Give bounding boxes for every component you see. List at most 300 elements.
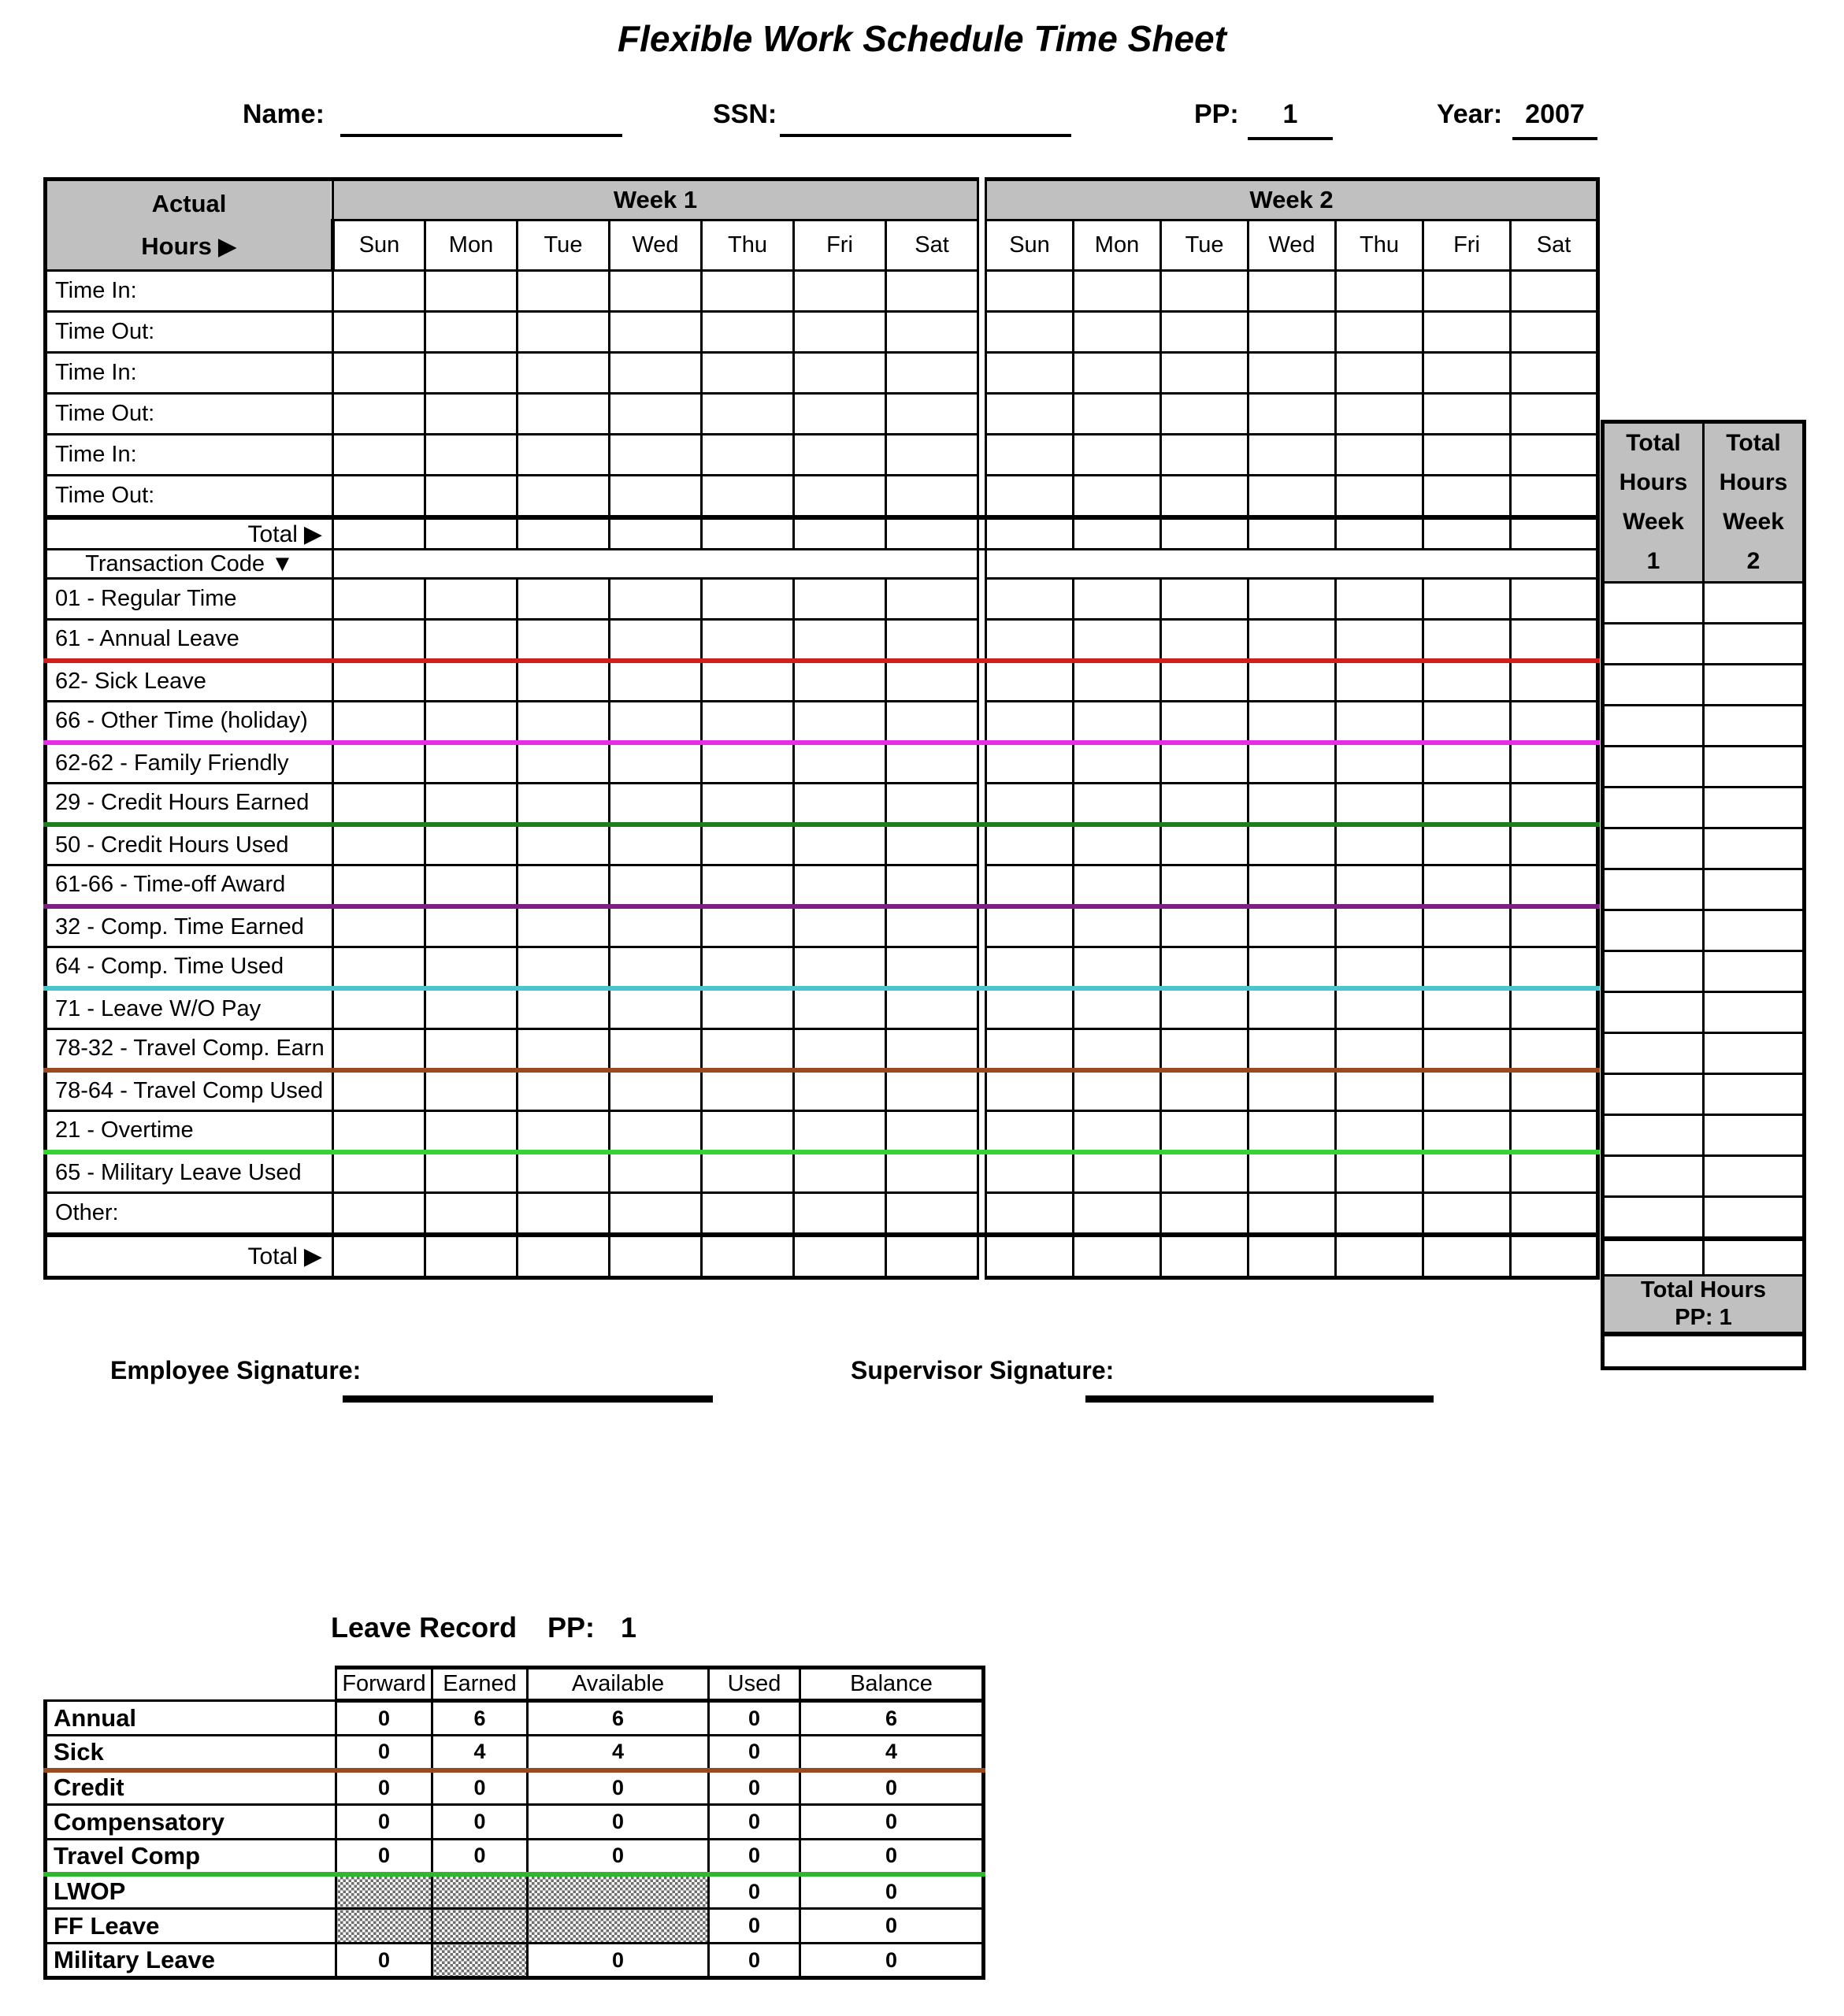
grid-cell[interactable] [986,435,1074,476]
grid-cell[interactable] [1161,1029,1249,1070]
grid-cell[interactable] [1511,1193,1598,1234]
grid-cell[interactable] [425,1193,518,1234]
grid-cell[interactable] [425,825,518,865]
grid-cell[interactable] [518,743,610,784]
grid-cell[interactable] [1074,476,1161,517]
grid-cell[interactable] [702,394,794,435]
grid-cell[interactable] [1511,906,1598,947]
grid-cell[interactable] [1423,1111,1511,1152]
grid-cell[interactable] [1511,743,1598,784]
grid-cell[interactable] [610,1193,702,1234]
grid-cell[interactable] [1423,1152,1511,1193]
grid-cell[interactable] [1511,661,1598,702]
grid-cell[interactable] [1249,661,1336,702]
grid-cell[interactable] [610,620,702,661]
grid-cell[interactable] [518,1070,610,1111]
grid-cell[interactable] [1074,825,1161,865]
grid-cell[interactable] [518,312,610,353]
grid-cell[interactable] [1161,988,1249,1029]
grid-cell[interactable] [610,1029,702,1070]
grid-cell[interactable] [1423,661,1511,702]
grid-cell[interactable] [1074,620,1161,661]
grid-cell[interactable] [1074,947,1161,988]
grid-cell[interactable] [702,1111,794,1152]
grid-cell[interactable] [986,784,1074,825]
grid-cell[interactable] [518,825,610,865]
grid-cell[interactable] [518,1152,610,1193]
grid-cell[interactable] [1423,271,1511,312]
grid-cell[interactable] [1336,579,1423,620]
grid-cell[interactable] [1161,1193,1249,1234]
grid-cell[interactable] [1423,394,1511,435]
grid-cell[interactable] [333,1193,425,1234]
grid-cell[interactable] [333,1070,425,1111]
grid-cell[interactable] [702,579,794,620]
grid-cell[interactable] [1511,476,1598,517]
grid-cell[interactable] [518,476,610,517]
grid-cell[interactable] [1336,1111,1423,1152]
grid-cell[interactable] [425,579,518,620]
grid-cell[interactable] [518,702,610,743]
grid-cell[interactable] [1074,1152,1161,1193]
grid-cell[interactable] [1511,1111,1598,1152]
grid-cell[interactable] [1423,906,1511,947]
grid-cell[interactable] [886,784,978,825]
pp-field-line[interactable] [1248,137,1333,140]
grid-cell[interactable] [1161,1152,1249,1193]
grid-cell[interactable] [1423,947,1511,988]
grid-cell[interactable] [1074,271,1161,312]
grid-cell[interactable] [1249,1029,1336,1070]
grid-cell[interactable] [794,1111,886,1152]
grid-cell[interactable] [1161,906,1249,947]
grid-cell[interactable] [986,1070,1074,1111]
grid-cell[interactable] [886,865,978,906]
grid-cell[interactable] [1249,435,1336,476]
grid-cell[interactable] [986,906,1074,947]
grid-cell[interactable] [986,312,1074,353]
grid-cell[interactable] [1336,825,1423,865]
year-field-line[interactable] [1512,137,1597,140]
grid-cell[interactable] [794,988,886,1029]
grid-cell[interactable] [1249,947,1336,988]
grid-cell[interactable] [425,784,518,825]
grid-cell[interactable] [1336,661,1423,702]
grid-cell[interactable] [1161,825,1249,865]
grid-cell[interactable] [886,743,978,784]
grid-cell[interactable] [1336,435,1423,476]
grid-cell[interactable] [794,476,886,517]
grid-cell[interactable] [702,784,794,825]
grid-cell[interactable] [1511,988,1598,1029]
grid-cell[interactable] [1423,743,1511,784]
grid-cell[interactable] [986,743,1074,784]
grid-cell[interactable] [1423,1029,1511,1070]
grid-cell[interactable] [886,476,978,517]
grid-cell[interactable] [1336,271,1423,312]
grid-cell[interactable] [1074,906,1161,947]
grid-cell[interactable] [886,825,978,865]
grid-cell[interactable] [610,312,702,353]
grid-cell[interactable] [425,661,518,702]
grid-cell[interactable] [1423,312,1511,353]
grid-cell[interactable] [1511,702,1598,743]
grid-cell[interactable] [1161,620,1249,661]
grid-cell[interactable] [1511,947,1598,988]
grid-cell[interactable] [702,1029,794,1070]
grid-cell[interactable] [794,661,886,702]
grid-cell[interactable] [1511,1152,1598,1193]
grid-cell[interactable] [333,353,425,394]
grid-cell[interactable] [425,1111,518,1152]
grid-cell[interactable] [1423,620,1511,661]
grid-cell[interactable] [610,825,702,865]
grid-cell[interactable] [702,271,794,312]
grid-cell[interactable] [333,906,425,947]
grid-cell[interactable] [425,947,518,988]
grid-cell[interactable] [333,988,425,1029]
grid-cell[interactable] [1336,353,1423,394]
grid-cell[interactable] [702,620,794,661]
grid-cell[interactable] [1336,476,1423,517]
grid-cell[interactable] [794,271,886,312]
grid-cell[interactable] [986,1029,1074,1070]
grid-cell[interactable] [702,865,794,906]
grid-cell[interactable] [610,394,702,435]
grid-cell[interactable] [333,476,425,517]
grid-cell[interactable] [518,394,610,435]
grid-cell[interactable] [518,353,610,394]
grid-cell[interactable] [986,271,1074,312]
grid-cell[interactable] [1336,988,1423,1029]
grid-cell[interactable] [886,353,978,394]
grid-cell[interactable] [1423,435,1511,476]
grid-cell[interactable] [1074,743,1161,784]
grid-cell[interactable] [518,784,610,825]
grid-cell[interactable] [610,661,702,702]
grid-cell[interactable] [1336,906,1423,947]
name-field-line[interactable] [340,134,622,137]
grid-cell[interactable] [986,394,1074,435]
grid-cell[interactable] [702,435,794,476]
grid-cell[interactable] [1511,394,1598,435]
grid-cell[interactable] [1249,906,1336,947]
grid-cell[interactable] [1249,1152,1336,1193]
grid-cell[interactable] [702,988,794,1029]
grid-cell[interactable] [610,271,702,312]
grid-cell[interactable] [1161,435,1249,476]
grid-cell[interactable] [702,1152,794,1193]
grid-cell[interactable] [610,1111,702,1152]
grid-cell[interactable] [1249,394,1336,435]
grid-cell[interactable] [886,1152,978,1193]
grid-cell[interactable] [333,702,425,743]
grid-cell[interactable] [794,702,886,743]
grid-cell[interactable] [1161,947,1249,988]
grid-cell[interactable] [1336,1152,1423,1193]
grid-cell[interactable] [1074,988,1161,1029]
grid-cell[interactable] [518,435,610,476]
grid-cell[interactable] [333,784,425,825]
grid-cell[interactable] [1423,865,1511,906]
grid-cell[interactable] [1336,1070,1423,1111]
grid-cell[interactable] [886,394,978,435]
grid-cell[interactable] [1249,988,1336,1029]
grid-cell[interactable] [518,947,610,988]
grid-cell[interactable] [518,1193,610,1234]
grid-cell[interactable] [1336,312,1423,353]
grid-cell[interactable] [702,947,794,988]
grid-cell[interactable] [1423,702,1511,743]
grid-cell[interactable] [886,1029,978,1070]
grid-cell[interactable] [610,906,702,947]
grid-cell[interactable] [886,1193,978,1234]
grid-cell[interactable] [1161,865,1249,906]
grid-cell[interactable] [333,394,425,435]
grid-cell[interactable] [1161,579,1249,620]
grid-cell[interactable] [1423,784,1511,825]
grid-cell[interactable] [518,988,610,1029]
grid-cell[interactable] [1336,1193,1423,1234]
grid-cell[interactable] [1074,1193,1161,1234]
grid-cell[interactable] [794,947,886,988]
grid-cell[interactable] [1511,825,1598,865]
grid-cell[interactable] [518,271,610,312]
grid-cell[interactable] [1249,579,1336,620]
grid-cell[interactable] [425,476,518,517]
grid-cell[interactable] [333,825,425,865]
grid-cell[interactable] [886,988,978,1029]
grid-cell[interactable] [1336,394,1423,435]
grid-cell[interactable] [425,1070,518,1111]
grid-cell[interactable] [610,947,702,988]
grid-cell[interactable] [702,353,794,394]
grid-cell[interactable] [1423,476,1511,517]
grid-cell[interactable] [610,784,702,825]
grid-cell[interactable] [794,743,886,784]
grid-cell[interactable] [702,661,794,702]
grid-cell[interactable] [333,947,425,988]
grid-cell[interactable] [794,394,886,435]
grid-cell[interactable] [986,476,1074,517]
grid-cell[interactable] [333,1111,425,1152]
grid-cell[interactable] [1511,784,1598,825]
grid-cell[interactable] [610,702,702,743]
grid-cell[interactable] [886,435,978,476]
grid-cell[interactable] [794,579,886,620]
grid-cell[interactable] [1161,476,1249,517]
grid-cell[interactable] [1249,784,1336,825]
grid-cell[interactable] [425,865,518,906]
grid-cell[interactable] [1161,661,1249,702]
grid-cell[interactable] [702,1070,794,1111]
grid-cell[interactable] [986,353,1074,394]
grid-cell[interactable] [1336,784,1423,825]
grid-cell[interactable] [702,743,794,784]
grid-cell[interactable] [610,435,702,476]
grid-cell[interactable] [1336,620,1423,661]
grid-cell[interactable] [425,353,518,394]
grid-cell[interactable] [333,271,425,312]
grid-cell[interactable] [702,825,794,865]
grid-cell[interactable] [518,661,610,702]
grid-cell[interactable] [794,784,886,825]
grid-cell[interactable] [333,435,425,476]
grid-cell[interactable] [1161,702,1249,743]
grid-cell[interactable] [986,620,1074,661]
grid-cell[interactable] [794,906,886,947]
grid-cell[interactable] [1161,743,1249,784]
grid-cell[interactable] [794,1070,886,1111]
grid-cell[interactable] [702,476,794,517]
grid-cell[interactable] [986,1193,1074,1234]
grid-cell[interactable] [794,1152,886,1193]
grid-cell[interactable] [610,1152,702,1193]
grid-cell[interactable] [610,743,702,784]
grid-cell[interactable] [425,1152,518,1193]
grid-cell[interactable] [886,1111,978,1152]
grid-cell[interactable] [518,1029,610,1070]
grid-cell[interactable] [1249,1070,1336,1111]
grid-cell[interactable] [1074,312,1161,353]
grid-cell[interactable] [610,988,702,1029]
grid-cell[interactable] [333,620,425,661]
grid-cell[interactable] [794,1029,886,1070]
grid-cell[interactable] [986,1111,1074,1152]
grid-cell[interactable] [794,312,886,353]
grid-cell[interactable] [425,394,518,435]
grid-cell[interactable] [1511,353,1598,394]
grid-cell[interactable] [1423,825,1511,865]
supervisor-signature-line[interactable] [1085,1395,1434,1403]
grid-cell[interactable] [1336,702,1423,743]
grid-cell[interactable] [794,825,886,865]
grid-cell[interactable] [1511,271,1598,312]
grid-cell[interactable] [610,1070,702,1111]
grid-cell[interactable] [518,620,610,661]
grid-cell[interactable] [886,906,978,947]
grid-cell[interactable] [1249,620,1336,661]
grid-cell[interactable] [333,1152,425,1193]
grid-cell[interactable] [425,271,518,312]
grid-cell[interactable] [886,312,978,353]
grid-cell[interactable] [1161,271,1249,312]
grid-cell[interactable] [1336,947,1423,988]
grid-cell[interactable] [794,1193,886,1234]
grid-cell[interactable] [1074,435,1161,476]
grid-cell[interactable] [518,865,610,906]
grid-cell[interactable] [1074,865,1161,906]
grid-cell[interactable] [333,743,425,784]
grid-cell[interactable] [1249,1111,1336,1152]
grid-cell[interactable] [1511,435,1598,476]
grid-cell[interactable] [886,1070,978,1111]
grid-cell[interactable] [1511,1029,1598,1070]
grid-cell[interactable] [886,271,978,312]
grid-cell[interactable] [1249,1193,1336,1234]
grid-cell[interactable] [1074,661,1161,702]
grid-cell[interactable] [1161,353,1249,394]
grid-cell[interactable] [518,579,610,620]
grid-cell[interactable] [1161,1070,1249,1111]
grid-cell[interactable] [425,1029,518,1070]
grid-cell[interactable] [518,906,610,947]
grid-cell[interactable] [1074,1070,1161,1111]
grid-cell[interactable] [794,435,886,476]
grid-cell[interactable] [886,661,978,702]
grid-cell[interactable] [986,865,1074,906]
grid-cell[interactable] [986,988,1074,1029]
grid-cell[interactable] [1511,865,1598,906]
grid-cell[interactable] [333,661,425,702]
grid-cell[interactable] [425,702,518,743]
grid-cell[interactable] [986,947,1074,988]
grid-cell[interactable] [1074,579,1161,620]
grid-cell[interactable] [1423,988,1511,1029]
grid-cell[interactable] [1423,1193,1511,1234]
grid-cell[interactable] [886,620,978,661]
grid-cell[interactable] [425,743,518,784]
grid-cell[interactable] [1074,1111,1161,1152]
grid-cell[interactable] [702,906,794,947]
grid-cell[interactable] [1423,1070,1511,1111]
grid-cell[interactable] [610,353,702,394]
grid-cell[interactable] [1423,579,1511,620]
grid-cell[interactable] [1161,784,1249,825]
grid-cell[interactable] [886,702,978,743]
grid-cell[interactable] [1511,1070,1598,1111]
grid-cell[interactable] [1161,394,1249,435]
grid-cell[interactable] [425,435,518,476]
grid-cell[interactable] [1423,353,1511,394]
grid-cell[interactable] [1161,312,1249,353]
grid-cell[interactable] [1161,1111,1249,1152]
grid-cell[interactable] [794,353,886,394]
ssn-field-line[interactable] [780,134,1071,137]
grid-cell[interactable] [518,1111,610,1152]
grid-cell[interactable] [702,702,794,743]
grid-cell[interactable] [1074,702,1161,743]
grid-cell[interactable] [1336,865,1423,906]
grid-cell[interactable] [886,947,978,988]
grid-cell[interactable] [610,579,702,620]
grid-cell[interactable] [1249,702,1336,743]
grid-cell[interactable] [986,1152,1074,1193]
grid-cell[interactable] [1074,353,1161,394]
grid-cell[interactable] [1249,825,1336,865]
grid-cell[interactable] [794,620,886,661]
grid-cell[interactable] [1074,394,1161,435]
grid-cell[interactable] [1249,353,1336,394]
grid-cell[interactable] [1074,1029,1161,1070]
grid-cell[interactable] [333,865,425,906]
grid-cell[interactable] [1511,620,1598,661]
grid-cell[interactable] [1511,579,1598,620]
grid-cell[interactable] [425,312,518,353]
grid-cell[interactable] [1336,743,1423,784]
grid-cell[interactable] [610,476,702,517]
grid-cell[interactable] [794,865,886,906]
grid-cell[interactable] [610,865,702,906]
grid-cell[interactable] [986,825,1074,865]
employee-signature-line[interactable] [343,1395,713,1403]
grid-cell[interactable] [986,661,1074,702]
grid-cell[interactable] [425,906,518,947]
grid-cell[interactable] [1249,476,1336,517]
grid-cell[interactable] [1249,865,1336,906]
grid-cell[interactable] [1511,312,1598,353]
grid-cell[interactable] [1249,312,1336,353]
